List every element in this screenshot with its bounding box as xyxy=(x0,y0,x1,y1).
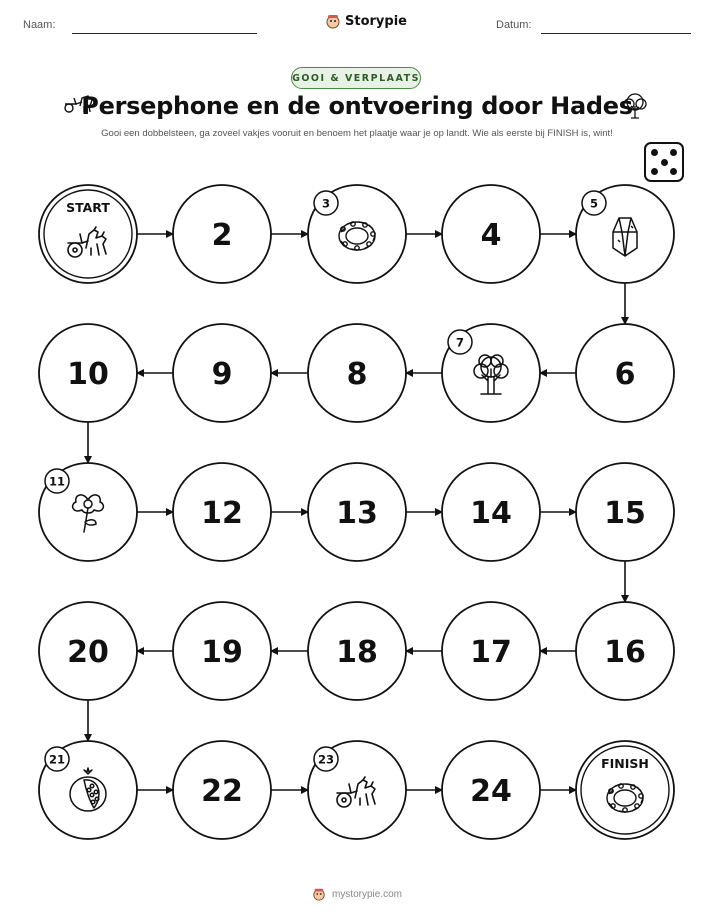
board-space-17 xyxy=(442,602,540,700)
space-number: 20 xyxy=(67,635,109,670)
board-space-21 xyxy=(39,741,137,839)
board-space-15 xyxy=(576,463,674,561)
board-space-14 xyxy=(442,463,540,561)
space-number: 16 xyxy=(604,635,646,670)
footer xyxy=(0,887,714,901)
board-space-16 xyxy=(576,602,674,700)
board-space-3 xyxy=(308,185,406,283)
space-number: 17 xyxy=(470,635,512,670)
space-number-badge: 21 xyxy=(48,752,66,767)
board-space-13 xyxy=(308,463,406,561)
board-space-2 xyxy=(173,185,271,283)
brand-name: Storypie xyxy=(345,13,407,29)
board-space-5 xyxy=(576,185,674,283)
space-number: 9 xyxy=(211,357,233,392)
space-number-badge: 5 xyxy=(589,196,599,211)
board-space-24 xyxy=(442,741,540,839)
start-space xyxy=(39,185,137,283)
board-space-4 xyxy=(442,185,540,283)
space-number: 15 xyxy=(604,496,646,531)
space-label: FINISH xyxy=(601,756,649,771)
space-number: 14 xyxy=(470,496,512,531)
board-space-12 xyxy=(173,463,271,561)
board-space-18 xyxy=(308,602,406,700)
space-number: 24 xyxy=(470,774,512,809)
space-number: 6 xyxy=(614,357,636,392)
space-number-badge: 3 xyxy=(321,196,331,211)
space-number: 12 xyxy=(201,496,243,531)
space-number: 10 xyxy=(67,357,109,392)
board-space-20 xyxy=(39,602,137,700)
space-number: 8 xyxy=(346,357,368,392)
space-number: 4 xyxy=(480,218,502,253)
space-number: 22 xyxy=(201,774,243,809)
space-label: START xyxy=(66,200,110,215)
name-label: Naam: xyxy=(23,19,56,31)
board-space-11 xyxy=(39,463,137,561)
storypie-mascot-icon xyxy=(312,887,326,901)
board-space-23 xyxy=(308,741,406,839)
space-number-badge: 11 xyxy=(48,474,66,489)
instructions: Gooi een dobbelsteen, ga zoveel vakjes vooruit en benoem het plaatje waar je op landt. Wie als eerste bij FINISH is, wint! xyxy=(101,128,613,139)
board-space-8 xyxy=(308,324,406,422)
page-title: Persephone en de ontvoering door Hades xyxy=(81,92,633,120)
space-number: 2 xyxy=(211,218,233,253)
activity-badge: GOOI & VERPLAATS xyxy=(291,67,421,89)
space-number: 18 xyxy=(336,635,378,670)
board-space-22 xyxy=(173,741,271,839)
board-space-7 xyxy=(442,324,540,422)
space-number-badge: 23 xyxy=(317,752,335,767)
date-label: Datum: xyxy=(496,19,532,31)
board-space-10 xyxy=(39,324,137,422)
board-space-9 xyxy=(173,324,271,422)
board-space-19 xyxy=(173,602,271,700)
space-number: 13 xyxy=(336,496,378,531)
finish-space xyxy=(576,741,674,839)
space-number: 19 xyxy=(201,635,243,670)
space-number-badge: 7 xyxy=(455,335,465,350)
footer-url[interactable]: mystorypie.com xyxy=(331,888,402,900)
board-space-6 xyxy=(576,324,674,422)
